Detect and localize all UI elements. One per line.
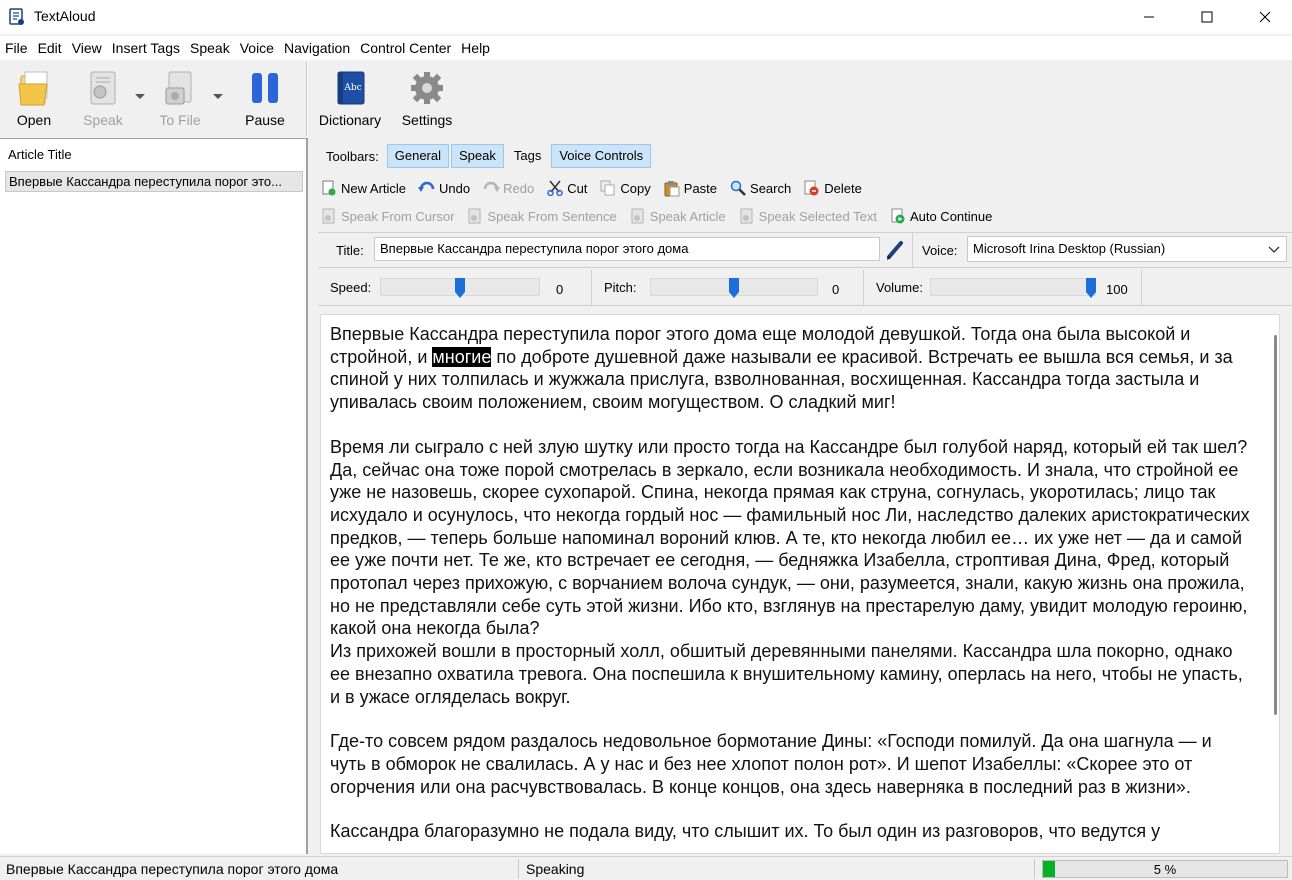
voice-select[interactable]: [967, 236, 1287, 262]
title-voice-separator: [912, 233, 913, 267]
new-article-button[interactable]: [320, 179, 406, 197]
toolbars-label: Toolbars:: [326, 148, 379, 164]
new-document-icon: [320, 179, 338, 197]
speed-value: 0: [556, 282, 564, 297]
menu-view[interactable]: View: [71, 40, 102, 56]
voice-controls-row: [318, 270, 1292, 306]
toolbar-tab-speak[interactable]: Speak: [451, 144, 504, 168]
menu-bar: [0, 36, 1292, 60]
maximize-button[interactable]: [1178, 0, 1236, 34]
paste-button[interactable]: [663, 179, 717, 197]
cut-button[interactable]: [546, 179, 587, 197]
menu-speak[interactable]: Speak: [190, 40, 230, 56]
menu-insert-tags[interactable]: Insert Tags: [111, 40, 181, 56]
title-label: Title:: [336, 243, 364, 258]
search-label: Search: [750, 180, 792, 196]
minimize-icon: [1143, 11, 1155, 23]
menu-file[interactable]: File: [5, 40, 28, 56]
copy-icon: [599, 179, 617, 197]
redo-button[interactable]: [482, 179, 534, 197]
pause-button[interactable]: [242, 66, 288, 132]
current-word-highlight: многие: [432, 346, 492, 367]
auto-continue-label: Auto Continue: [909, 208, 993, 224]
delete-label: Delete: [824, 180, 862, 196]
volume-label: Volume:: [876, 280, 923, 295]
new-article-label: New Article: [341, 180, 407, 196]
undo-label: Undo: [439, 180, 471, 196]
article-list-pane: [0, 138, 308, 854]
textaloud-app-icon: [8, 8, 26, 26]
volume-slider-track[interactable]: [930, 278, 1096, 296]
toolbar-tab-voice-controls[interactable]: Voice Controls: [551, 144, 651, 168]
speak-from-sentence-button[interactable]: [466, 207, 616, 225]
editor-pane: [314, 138, 1292, 854]
toolbar-tab-tags[interactable]: Tags: [513, 148, 542, 163]
auto-continue-icon: [889, 207, 907, 225]
article-title-header[interactable]: Article Title: [8, 147, 72, 162]
gear-icon: [405, 66, 449, 110]
speak-toolbar: [320, 204, 1004, 228]
general-toolbar: [320, 176, 874, 200]
delete-button[interactable]: [803, 179, 862, 197]
speak-from-sentence-label: Speak From Sentence: [487, 208, 617, 224]
speak-article-label: Speak Article: [649, 208, 726, 224]
pen-icon[interactable]: [884, 239, 906, 261]
cut-label: Cut: [567, 180, 588, 196]
paste-clipboard-icon: [663, 179, 681, 197]
toolbar-tab-general[interactable]: General: [387, 144, 449, 168]
dictionary-book-icon: [328, 66, 372, 110]
paragraph: Время ли сыграло с ней злую шутку или просто тогда на Кассандре был голубой наряд, который ей так шел? Да, сейчас она тоже порой смотрелась в зеркало, если возникала необходимость. И знала, что стройной ее уже не назовешь, скорее сухопарой. Спина, некогда прямая как струна, согнулась, укоротилась; лицо так исхудало и осунулось, что некогда гордый нос — фамильный нос Ли, наследство далеких аристократических предков, — теперь больше напоминал вороний клюв. А те, кто некогда любил ее… их уже нет — да и самой ее уже почти нет. Те же, кто встречает ее сегодня, — бедняжка Изабелла, строптивая Дина, Фред, который протопал через прихожую, с ворчанием волоча сундук, — они, разумеется, знали, какую жизнь она прожила, но не представляли себе суть этой жизни. Ибо кто, взглянув на престарелую даму, увидит молодую героиню, какой она некогда была?: [330, 436, 1250, 639]
status-separator: [1034, 859, 1035, 879]
auto-continue-button[interactable]: [889, 207, 992, 225]
paragraph: Кассандра благоразумно не подала виду, что слышит их. То был один из разговоров, что ведутся у: [330, 821, 1161, 842]
status-article-title: Впервые Кассандра переступила порог этого дома: [6, 861, 339, 877]
main-toolbar: [0, 62, 1292, 136]
toolbar-separator: [306, 62, 308, 136]
progress-text: 5 %: [1153, 862, 1177, 877]
speak-label: Speak: [83, 112, 123, 128]
to-file-label: To File: [159, 112, 201, 128]
status-separator: [518, 859, 519, 879]
to-file-dropdown-arrow-icon[interactable]: [213, 94, 223, 99]
pitch-value: 0: [832, 282, 840, 297]
redo-icon: [482, 179, 500, 197]
voice-label: Voice:: [922, 243, 958, 258]
speed-label: Speed:: [330, 280, 372, 295]
close-button[interactable]: [1236, 0, 1292, 34]
volume-value: 100: [1106, 282, 1128, 297]
speed-control: [318, 270, 592, 306]
menu-help[interactable]: Help: [461, 40, 490, 56]
pause-icon: [243, 66, 287, 110]
copy-label: Copy: [620, 180, 651, 196]
delete-icon: [803, 179, 821, 197]
speak-selected-text-icon: [738, 207, 756, 225]
title-bar: [0, 0, 1292, 34]
status-state: Speaking: [526, 861, 585, 877]
toolbars-selector: [326, 144, 653, 168]
menu-voice[interactable]: Voice: [239, 40, 274, 56]
speak-from-cursor-label: Speak From Cursor: [341, 208, 455, 224]
status-bar: [0, 856, 1292, 880]
menu-control-center[interactable]: Control Center: [360, 40, 452, 56]
speak-from-cursor-icon: [320, 207, 338, 225]
paragraph-text: Впервые Кассандра переступила порог этого дома еще молодой девушкой. Тогда она была высокой и стройной, и: [330, 324, 1191, 367]
article-text-editor[interactable]: [320, 314, 1280, 854]
search-icon: [729, 179, 747, 197]
menu-edit[interactable]: Edit: [37, 40, 62, 56]
open-label: Open: [16, 112, 52, 128]
article-title-input[interactable]: Впервые Кассандра переступила порог этого дома: [374, 237, 880, 261]
article-list-item[interactable]: Впервые Кассандра переступила порог это...: [5, 171, 303, 192]
to-file-button[interactable]: [156, 66, 204, 132]
open-button[interactable]: [10, 66, 58, 132]
maximize-icon: [1201, 11, 1213, 23]
window-title: TextAloud: [34, 8, 96, 24]
dictionary-book-text: Abc: [344, 83, 362, 93]
speak-from-cursor-button[interactable]: [320, 207, 454, 225]
article-title-row: [318, 232, 1292, 268]
scissors-icon: [546, 179, 564, 197]
paragraph-text: по доброте душевной даже называли ее красивой. Встречать ее вышла вся семья, и за спиной у них толпилась и жужжала прислуга, взволнованная, восхищенная. Кассандра тогда застыла и упивалась своим положением, своим могуществом. О сладкий миг!: [330, 346, 1233, 413]
search-button[interactable]: [729, 179, 791, 197]
speak-selected-text-button[interactable]: [738, 207, 877, 225]
speaker-icon: [81, 66, 125, 110]
speak-article-icon: [629, 207, 647, 225]
save-audio-file-icon: [158, 66, 202, 110]
minimize-button[interactable]: [1120, 0, 1178, 34]
close-icon: [1259, 11, 1271, 23]
open-folder-icon: [12, 66, 56, 110]
paragraph: [321, 323, 1271, 414]
vertical-scrollbar[interactable]: [1274, 335, 1277, 715]
article-text-content: [321, 323, 1271, 854]
redo-label: Redo: [503, 180, 535, 196]
speaking-progress-bar: [1042, 860, 1288, 878]
volume-control: [864, 270, 1142, 306]
dictionary-button[interactable]: [318, 66, 382, 132]
voice-selected-value: Microsoft Irina Desktop (Russian): [973, 241, 1166, 256]
copy-button[interactable]: [599, 179, 650, 197]
paste-label: Paste: [683, 180, 718, 196]
undo-button[interactable]: [418, 179, 470, 197]
speak-selected-text-label: Speak Selected Text: [758, 208, 877, 224]
settings-button[interactable]: [398, 66, 456, 132]
pitch-label: Pitch:: [604, 280, 637, 295]
speak-dropdown-arrow-icon[interactable]: [135, 94, 145, 99]
pitch-control: [592, 270, 864, 306]
speak-button[interactable]: [80, 66, 126, 132]
speak-article-button[interactable]: [629, 207, 726, 225]
paragraph: Где-то совсем рядом раздалось недовольное бормотание Дины: «Господи помилуй. Да она шагнула — и чуть в обморок не свалилась. А у нас и без нее хлопот полон рот». И шепот Изабеллы: «Скорее это от огорчения или она расчувствовалась. В конце концов, она здесь наверняка в последний раз в жизни».: [330, 731, 1212, 797]
menu-navigation[interactable]: Navigation: [283, 40, 351, 56]
undo-icon: [418, 179, 436, 197]
speak-from-sentence-icon: [466, 207, 484, 225]
settings-label: Settings: [401, 112, 453, 128]
dictionary-label: Dictionary: [318, 112, 382, 128]
paragraph: Из прихожей вошли в просторный холл, обшитый деревянными панелями. Кассандра шла покорно, однако ее внезапно охватила тревога. Она поспешила к внушительному камину, оперлась на него, чтобы не упасть, и в ужасе огляделась вокруг.: [330, 641, 1243, 707]
pause-label: Pause: [245, 112, 285, 128]
chevron-down-icon: [1268, 243, 1280, 258]
